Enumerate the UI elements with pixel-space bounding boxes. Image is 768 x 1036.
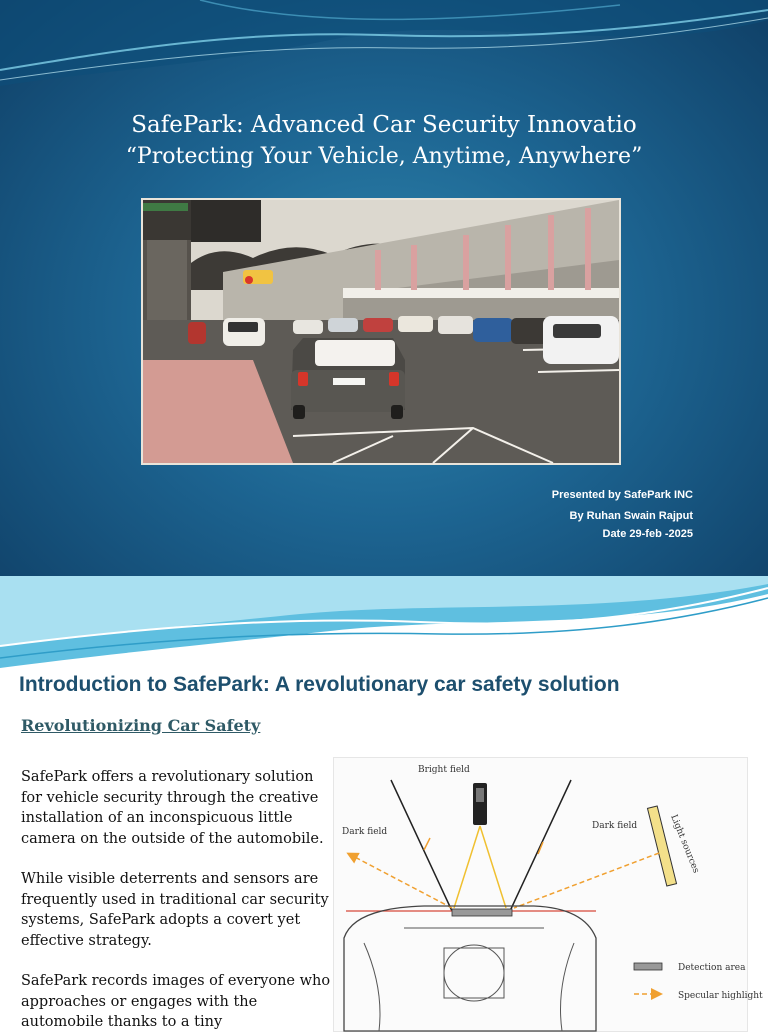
label-light-sources: Light sources bbox=[668, 813, 701, 875]
camera-detection-diagram bbox=[333, 757, 763, 1032]
legend-detection-swatch bbox=[634, 963, 662, 970]
legend-detection-label: Detection area bbox=[678, 963, 746, 973]
slide-title: SafePark: Advanced Car Security Innovatio bbox=[131, 112, 637, 138]
parking-lot-drawing bbox=[143, 200, 619, 463]
paragraph-traditional: While visible deterrents and sensors are frequently used in traditional car security systems, SafePark adopts a covert yet effective strategy. bbox=[21, 871, 329, 949]
label-bright-field: Bright field bbox=[418, 765, 470, 775]
presentation-date: Date 29-feb -2025 bbox=[602, 528, 693, 540]
decorative-wave bbox=[0, 576, 768, 668]
author-name: By Ruhan Swain Rajput bbox=[569, 510, 693, 522]
presented-by: Presented by SafePark INC bbox=[551, 489, 693, 501]
label-dark-field-right: Dark field bbox=[592, 821, 638, 831]
paragraph-intro: SafePark offers a revolutionary solution for vehicle security through the creative installation of an inconspicuous little camera on the outside of the automobile. bbox=[21, 769, 324, 847]
legend-specular-label: Specular highlight bbox=[678, 991, 763, 1001]
parking-lot-illustration bbox=[141, 198, 621, 465]
decorative-wave bbox=[0, 0, 768, 110]
slide-heading: Introduction to SafePark: A revolutionary car safety solution bbox=[19, 673, 620, 696]
label-dark-field-left: Dark field bbox=[342, 827, 388, 837]
intro-slide bbox=[0, 576, 768, 1030]
paragraph-records: SafePark records images of everyone who approaches or engages with the automobile thanks to a tiny bbox=[21, 973, 331, 1030]
section-subheading: Revolutionizing Car Safety bbox=[21, 716, 261, 735]
slide-tagline: “Protecting Your Vehicle, Anytime, Anywhere” bbox=[125, 144, 643, 169]
